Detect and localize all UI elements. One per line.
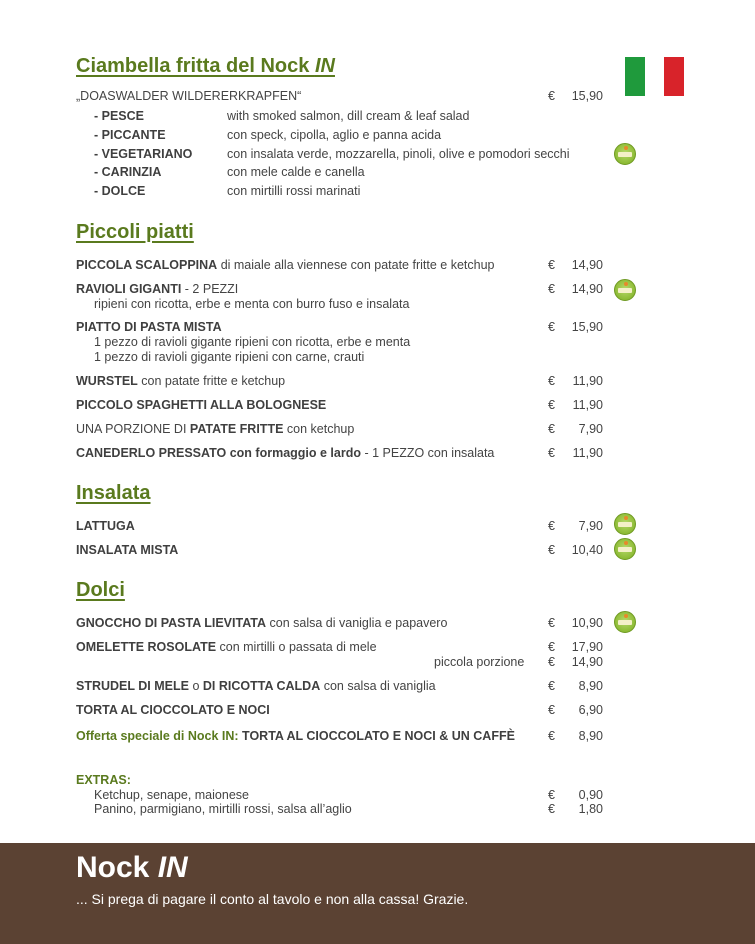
menu-item: PICCOLA SCALOPPINA di maiale alla viennese con patate fritte e ketchup xyxy=(76,258,495,272)
menu-item: GNOCCHO DI PASTA LIEVITATA con salsa di vaniglia e papavero xyxy=(76,616,448,630)
price: 15,90 xyxy=(571,89,603,103)
currency: € xyxy=(548,282,555,296)
menu-item-desc: 1 pezzo di ravioli gigante ripieni con ricotta, erbe e menta xyxy=(94,335,411,349)
menu-item: CANEDERLO PRESSATO con formaggio e lardo - 1 PEZZO con insalata xyxy=(76,446,495,460)
section-title-ciambella: Ciambella fritta del Nock IN xyxy=(76,55,335,77)
variant-desc: con speck, cipolla, aglio e panna acida xyxy=(227,128,442,142)
variant-name: - PESCE xyxy=(94,109,145,123)
price: 7,90 xyxy=(578,519,603,533)
price: 10,90 xyxy=(571,616,603,630)
currency: € xyxy=(548,640,555,654)
section-title-insalata: Insalata xyxy=(76,482,151,504)
price: 17,90 xyxy=(571,640,603,654)
price: 8,90 xyxy=(578,679,603,693)
menu-item: OMELETTE ROSOLATE con mirtilli o passata di mele xyxy=(76,640,377,654)
section-title-dolci: Dolci xyxy=(76,579,125,601)
price: 7,90 xyxy=(578,422,603,436)
currency: € xyxy=(548,788,555,802)
extras-title: EXTRAS: xyxy=(76,773,131,787)
vegan-badge-icon xyxy=(614,143,636,165)
menu-item: UNA PORZIONE DI PATATE FRITTE con ketchup xyxy=(76,422,355,436)
currency: € xyxy=(548,543,555,557)
price: 1,80 xyxy=(578,802,603,816)
menu-item-desc: ripieni con ricotta, erbe e menta con burro fuso e insalata xyxy=(94,297,410,311)
price: 11,90 xyxy=(572,398,603,412)
variant-desc: con mirtilli rossi marinati xyxy=(227,184,361,198)
currency: € xyxy=(548,802,555,816)
menu-item: PICCOLO SPAGHETTI ALLA BOLOGNESE xyxy=(76,398,327,412)
menu-item: WURSTEL con patate fritte e ketchup xyxy=(76,374,286,388)
special-offer: Offerta speciale di Nock IN: TORTA AL CIOCCOLATO E NOCI & UN CAFFÈ xyxy=(76,729,515,743)
variant-name: - VEGETARIANO xyxy=(94,147,193,161)
vegan-badge-icon xyxy=(614,538,636,560)
currency: € xyxy=(548,446,555,460)
section-title-piccoli-piatti: Piccoli piatti xyxy=(76,221,194,243)
variant-name: - DOLCE xyxy=(94,184,146,198)
currency: € xyxy=(548,89,555,103)
currency: € xyxy=(548,729,555,743)
variant-desc: con mele calde e canella xyxy=(227,165,365,179)
menu-item: RAVIOLI GIGANTI - 2 PEZZI xyxy=(76,282,239,296)
italian-flag-icon xyxy=(625,57,684,96)
ciambella-subtitle: „DOASWALDER WILDERERKRAPFEN“ xyxy=(76,89,302,103)
price: 14,90 xyxy=(571,282,603,296)
currency: € xyxy=(548,398,555,412)
vegan-badge-icon xyxy=(614,279,636,301)
vegan-badge-icon xyxy=(614,513,636,535)
currency: € xyxy=(548,422,555,436)
price: 8,90 xyxy=(578,729,603,743)
variant-name: - CARINZIA xyxy=(94,165,162,179)
price: 10,40 xyxy=(571,543,603,557)
currency: € xyxy=(548,519,555,533)
extras-item: Ketchup, senape, maionese xyxy=(94,788,249,802)
price: 11,90 xyxy=(572,446,603,460)
currency: € xyxy=(548,320,555,334)
menu-item: INSALATA MISTA xyxy=(76,543,179,557)
menu-item: TORTA AL CIOCCOLATO E NOCI xyxy=(76,703,270,717)
vegan-badge-icon xyxy=(614,611,636,633)
small-portion-label: piccola porzione xyxy=(434,655,525,669)
menu-item: PIATTO DI PASTA MISTA xyxy=(76,320,222,334)
price: 11,90 xyxy=(572,374,603,388)
menu-item-desc: 1 pezzo di ravioli gigante ripieni con carne, crauti xyxy=(94,350,365,364)
currency: € xyxy=(548,703,555,717)
menu-item: STRUDEL DI MELE o DI RICOTTA CALDA con salsa di vaniglia xyxy=(76,679,436,693)
currency: € xyxy=(548,679,555,693)
variant-name: - PICCANTE xyxy=(94,128,166,142)
currency: € xyxy=(548,616,555,630)
currency: € xyxy=(548,374,555,388)
footer-note: ... Si prega di pagare il conto al tavolo e non alla cassa! Grazie. xyxy=(76,891,469,907)
footer-brand: Nock IN xyxy=(76,851,188,884)
price: 14,90 xyxy=(571,258,603,272)
menu-item: LATTUGA xyxy=(76,519,135,533)
currency: € xyxy=(548,258,555,272)
variant-desc: with smoked salmon, dill cream & leaf salad xyxy=(227,109,470,123)
price: 14,90 xyxy=(571,655,603,669)
price: 0,90 xyxy=(578,788,603,802)
currency: € xyxy=(548,655,555,669)
price: 6,90 xyxy=(578,703,603,717)
extras-item: Panino, parmigiano, mirtilli rossi, salsa all’aglio xyxy=(94,802,352,816)
price: 15,90 xyxy=(571,320,603,334)
variant-desc: con insalata verde, mozzarella, pinoli, olive e pomodori secchi xyxy=(227,147,570,161)
